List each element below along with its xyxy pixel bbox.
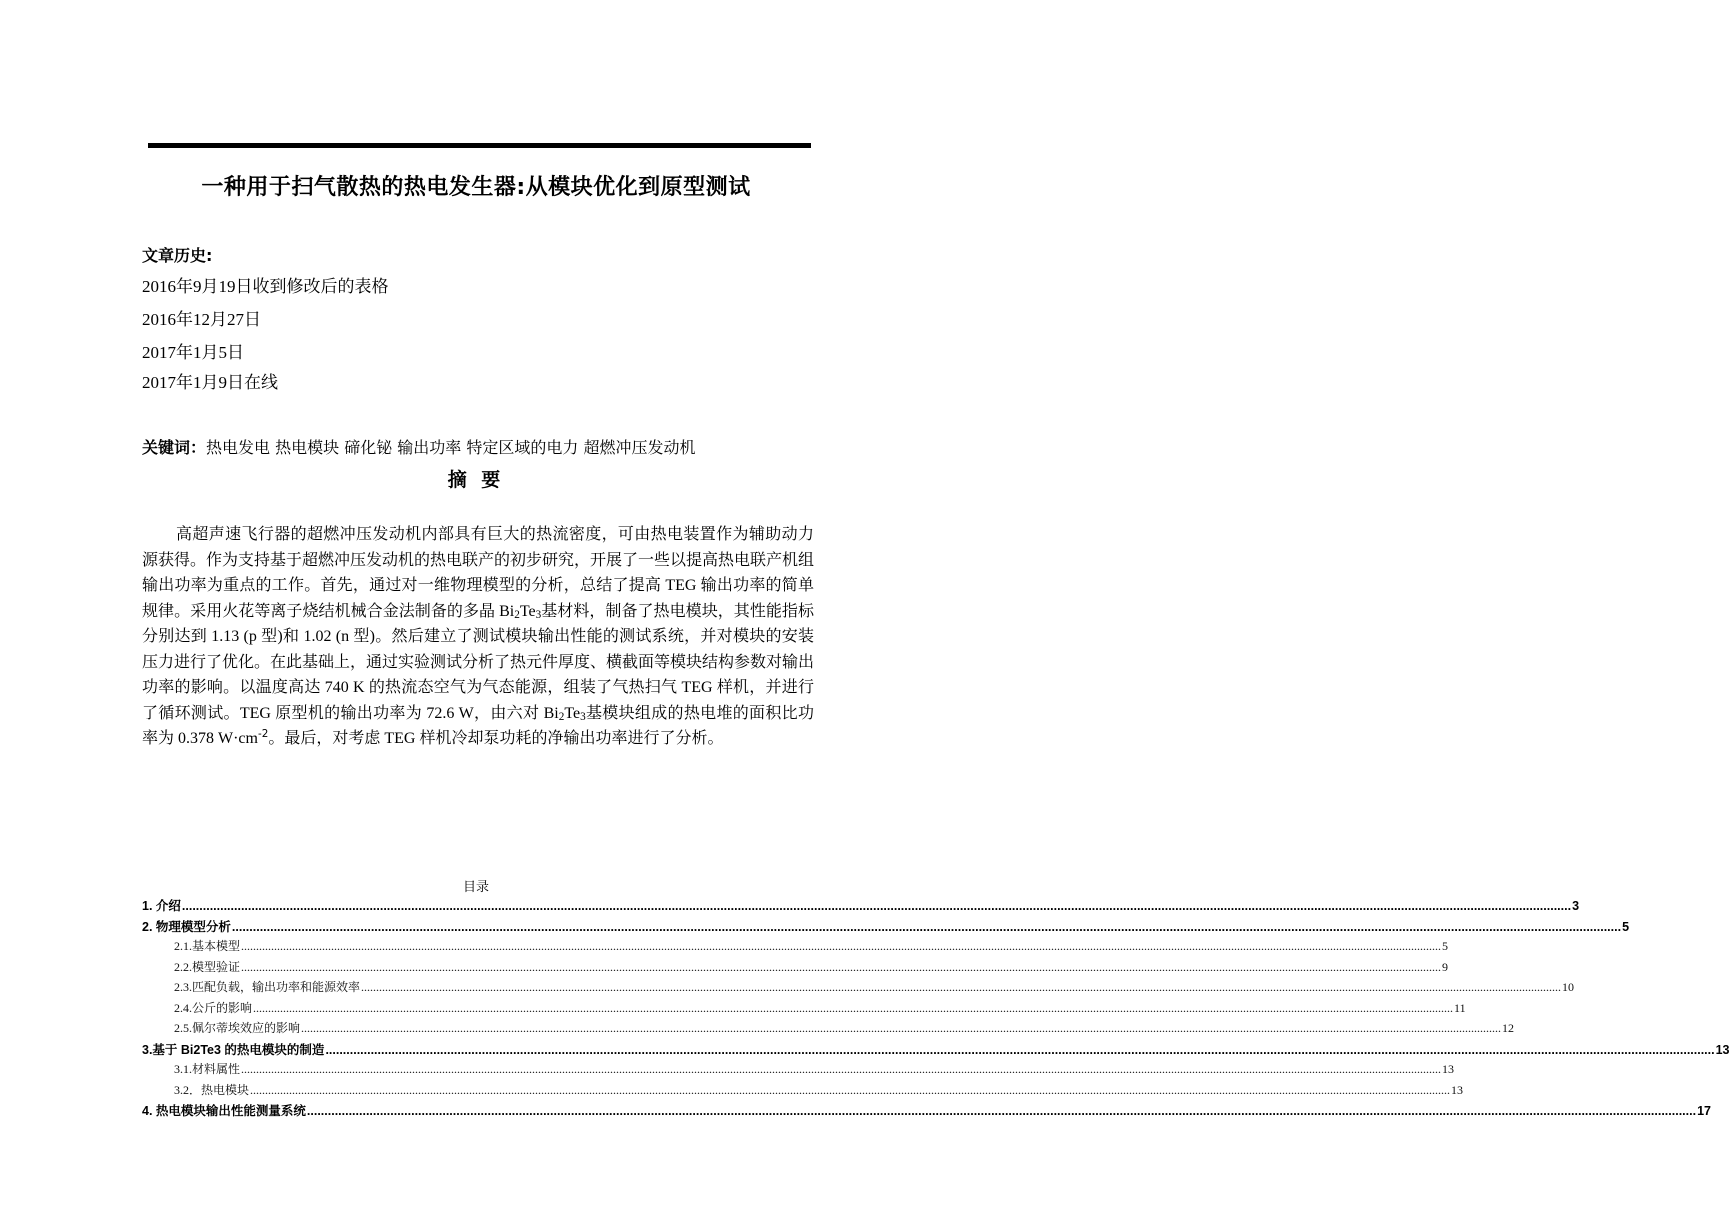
toc-leader-dots: ................................................................................................................................................................................................................................................................................................................................................................................................................ [253,1000,1454,1015]
keywords-list: 热电发电 热电模块 碲化铋 输出功率 特定区域的电力 超燃冲压发动机 [206,438,696,457]
toc-entry[interactable] [142,978,1575,999]
paper-title: 一种用于扫气散热的热电发生器:从模块优化到原型测试 [201,175,751,200]
toc-entry-page: 12 [1502,1021,1515,1035]
toc-leader-dots: ................................................................................................................................................................................................................................................................................................................................................................................................................ [250,1082,1451,1097]
toc-leader-dots: ................................................................................................................................................................................................................................................................................................................................................................................................................ [241,959,1442,974]
toc-entry[interactable] [142,937,1449,958]
toc-heading: 目录 [462,880,489,895]
toc-entry-page: 9 [1442,959,1449,974]
toc-entry-title: 3.基于 Bi2Te3 的热电模块的制造 [142,1042,325,1057]
toc-entry[interactable] [142,896,1580,917]
history-line: 2017年1月9日在线 [142,373,278,392]
toc-leader-dots: ................................................................................................................................................................................................................................................................................................................................................................................................................ [241,939,1442,953]
toc-entry-title: 2.4.公斤的影响 [174,1000,253,1015]
toc-entry-page: 3 [1572,899,1580,913]
toc-entry-title: 3.2．热电模块 [174,1082,250,1097]
toc-leader-dots: ................................................................................................................................................................................................................................................................................................................................................................................................................ [306,1104,1697,1118]
history-line: 2016年12月27日 [142,310,261,329]
toc-entry-title: 3.1.材料属性 [174,1062,241,1076]
toc-entry-title: 2.1.基本模型 [174,939,241,953]
unit-exponent: -2 [257,728,269,740]
toc-entry-page: 10 [1562,980,1575,994]
table-of-contents [142,896,1730,1122]
toc-entry-title: 4. 热电模块输出性能测量系统 [142,1104,306,1118]
toc-entry-page: 17 [1697,1104,1711,1118]
article-history-heading: 文章历史: [142,246,213,265]
keywords-label: 关键词： [142,438,207,457]
toc-leader-dots: ................................................................................................................................................................................................................................................................................................................................................................................................................ [231,919,1622,934]
top-rule [148,143,811,148]
toc-entry-title: 2.3.匹配负载，输出功率和能源效率 [174,980,361,994]
toc-entry[interactable] [142,1060,1455,1081]
formula-bi2te3: $Bi_2Te_3$ [543,704,586,723]
toc-entry-title: 2. 物理模型分析 [142,919,231,934]
toc-entry-title: 2.2.模型验证 [174,959,241,974]
abstract-heading: 摘 要 [447,469,505,491]
abstract-text: 基模块组成的热电堆的面积比功率为 0.378 W·cm [142,704,814,747]
toc-entry-page: 13 [1451,1082,1464,1097]
history-line: 2017年1月5日 [142,343,244,362]
toc-leader-dots: ................................................................................................................................................................................................................................................................................................................................................................................................................ [241,1062,1442,1076]
abstract-paragraph [142,522,814,752]
toc-entry[interactable] [142,1101,1711,1122]
history-line: 2016年9月19日收到修改后的表格 [142,277,389,296]
toc-leader-dots: ................................................................................................................................................................................................................................................................................................................................................................................................................ [181,899,1572,913]
toc-entry[interactable] [142,999,1466,1020]
abstract-text: 。最后，对考虑 TEG 样机冷却泵功耗的净输出功率进行了分析。 [268,730,724,747]
toc-entry-page: 13 [1715,1042,1730,1057]
toc-leader-dots: ................................................................................................................................................................................................................................................................................................................................................................................................................ [361,980,1562,994]
toc-entry[interactable] [142,1019,1515,1040]
toc-entry[interactable] [142,1081,1464,1102]
toc-entry-page: 11 [1454,1000,1466,1015]
toc-entry-page: 13 [1442,1062,1455,1076]
keywords [142,435,695,458]
toc-leader-dots: ................................................................................................................................................................................................................................................................................................................................................................................................................ [325,1042,1715,1057]
toc-entry[interactable] [142,1040,1730,1061]
toc-entry[interactable] [142,917,1630,938]
toc-leader-dots: ................................................................................................................................................................................................................................................................................................................................................................................................................ [301,1021,1502,1035]
abstract-text: 基材料，制备了热电模块，其性能指标分别达到 1.13 (p 型)和 1.02 (n 型)。然后建立了测试模块输出性能的测试系统，并对模块的安装压力进行了优化。在此基础上，通过实验测试分析了热元件厚度、横截面等模块结构参数对输出功率的影响。以温度高达 740 K 的热流态空气为气态能源，组装了气热扫气 TEG 样机，并进行了循环测试。TEG 原型机的输出功率为 72.6 W，由六对 [142,602,815,722]
toc-entry-title: 1. 介绍 [142,899,181,913]
toc-entry-page: 5 [1442,939,1449,953]
toc-entry-page: 5 [1622,919,1630,934]
formula-bi2te3: $Bi_2Te_3$ [499,602,542,621]
toc-entry-title: 2.5.佩尔蒂埃效应的影响 [174,1021,301,1035]
toc-entry[interactable] [142,958,1449,979]
abstract-text: 高超声速飞行器的超燃冲压发动机内部具有巨大的热流密度，可由热电装置作为辅助动力源获得。作为支持基于超燃冲压发动机的热电联产的初步研究，开展了一些以提高热电联产机组输出功率为重点的工作。首先，通过对一维物理模型的分析，总结了提高 TEG 输出功率的简单规律。采用火花等离子烧结机械合金法制备的多晶 [142,526,815,620]
